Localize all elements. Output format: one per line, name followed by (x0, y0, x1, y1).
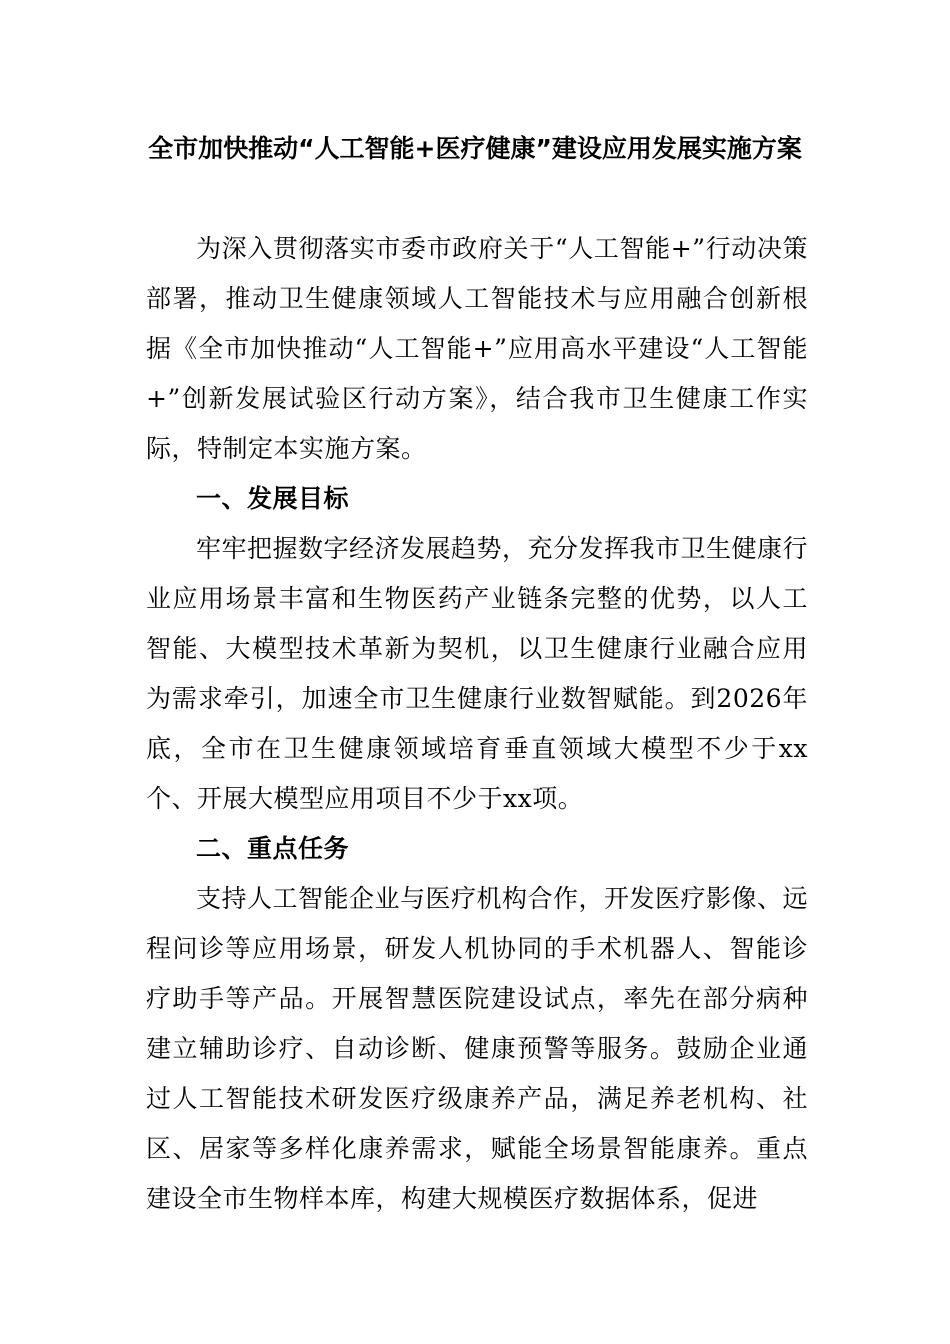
intro-paragraph: 为深入贯彻落实市委市政府关于“人工智能+”行动决策部署，推动卫生健康领域人工智能技术与应用融合创新根据《全市加快推动“人工智能+”应用高水平建设“人工智能+”创新发展试验区行动方案》，结合我市卫生健康工作实际，特制定本实施方案。 (146, 234, 808, 463)
section-paragraph-tasks: 支持人工智能企业与医疗机构合作，开发医疗影像、远程问诊等应用场景，研发人机协同的手术机器人、智能诊疗助手等产品。开展智慧医院建设试点，率先在部分病种建立辅助诊疗、自动诊断、健康预警等服务。鼓励企业通过人工智能技术研发医疗级康养产品，满足养老机构、社区、居家等多样化康养需求，赋能全场景智能康养。重点建设全市生物样本库，构建大规模医疗数据体系，促进 (146, 884, 809, 1213)
document-body (146, 224, 808, 1224)
section-heading-goals: 一、发展目标 (196, 484, 350, 513)
section-paragraph-goals: 牢牢把握数字经济发展趋势，充分发挥我市卫生健康行业应用场景丰富和生物医药产业链条完整的优势，以人工智能、大模型技术革新为契机，以卫生健康行业融合应用为需求牵引，加速全市卫生健康行业数智赋能。到2026年底，全市在卫生健康领域培育垂直领域大模型不少于xx个、开展大模型应用项目不少于xx项。 (146, 534, 809, 813)
document-title: 全市加快推动“人工智能+医疗健康”建设应用发展实施方案 (148, 134, 802, 163)
section-heading-tasks: 二、重点任务 (196, 834, 350, 863)
